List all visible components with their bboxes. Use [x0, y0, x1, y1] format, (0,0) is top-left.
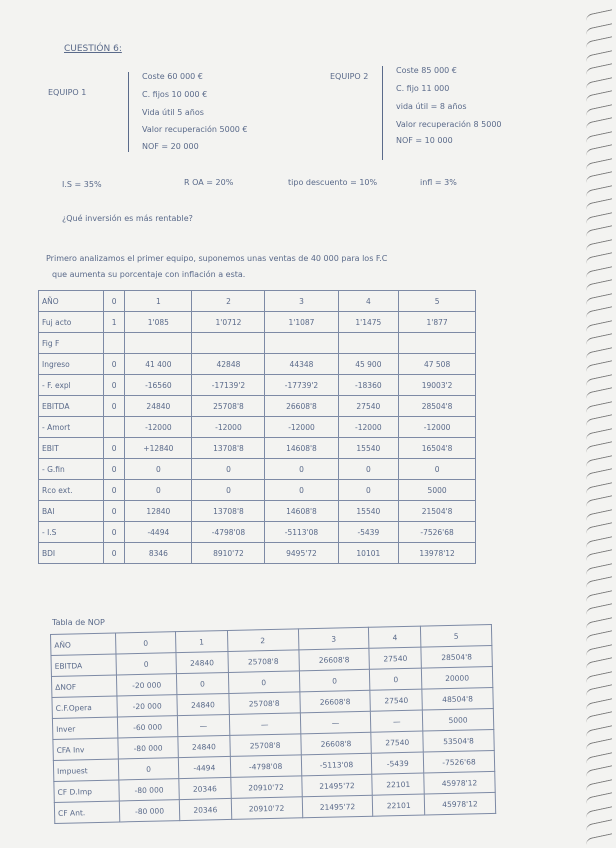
spiral-ring	[586, 536, 612, 548]
spiral-ring	[586, 779, 612, 791]
table-cell: 1	[104, 312, 125, 333]
equipo1-brace	[128, 72, 129, 152]
table-cell: 21495'72	[302, 795, 373, 818]
table-cell: 22101	[373, 794, 425, 816]
table-cell: -4494	[125, 522, 192, 543]
spiral-ring	[586, 50, 612, 62]
table-row	[39, 480, 476, 501]
spiral-ring	[586, 428, 612, 440]
equipo1-line: Vida útil 5 años	[142, 108, 204, 117]
column-header-year: 2	[192, 291, 265, 312]
row-label: EBITDA	[51, 654, 116, 676]
spiral-ring	[586, 401, 612, 413]
spiral-ring	[586, 482, 612, 494]
row-label: Fuj acto	[39, 312, 104, 333]
spiral-ring	[586, 252, 612, 264]
table-cell: —	[300, 711, 371, 734]
row-label: - G.fin	[39, 459, 104, 480]
table-cell: 22101	[372, 773, 424, 795]
row-label: - F. expl	[39, 375, 104, 396]
spiral-ring	[586, 239, 612, 251]
table-cell: 14608'8	[265, 501, 338, 522]
table-cell: 0	[104, 480, 125, 501]
table-cell: 21504'8	[399, 501, 476, 522]
table-cell: 15540	[338, 438, 399, 459]
table-cell: 13708'8	[192, 438, 265, 459]
table-cell: 0	[104, 522, 125, 543]
table-cell: 19003'2	[399, 375, 476, 396]
table-cell: -12000	[399, 417, 476, 438]
table-cell: 0	[228, 671, 299, 694]
table-cell: -12000	[265, 417, 338, 438]
table-row	[39, 543, 476, 564]
spiral-ring	[586, 522, 612, 534]
spiral-ring	[586, 563, 612, 575]
spiral-ring	[586, 833, 612, 845]
table-cell: 0	[399, 459, 476, 480]
table-cell: —	[229, 713, 300, 736]
table-cell: 44348	[265, 354, 338, 375]
table-row	[39, 396, 476, 417]
table-cell: 8910'72	[192, 543, 265, 564]
table-cell: 0	[299, 669, 370, 692]
spiral-ring	[586, 725, 612, 737]
table-cell: 9495'72	[265, 543, 338, 564]
table-cell	[192, 333, 265, 354]
table-cell: 0	[370, 668, 422, 690]
equipo1-line: Coste 60 000 €	[142, 72, 203, 81]
spiral-ring	[586, 9, 612, 21]
table-cell: +12840	[125, 438, 192, 459]
spiral-ring	[586, 549, 612, 561]
spiral-ring	[586, 77, 612, 89]
table-cell: -80 000	[118, 737, 179, 759]
table-row	[39, 333, 476, 354]
spiral-ring	[586, 590, 612, 602]
spiral-ring	[586, 333, 612, 345]
row-label: Rco ext.	[39, 480, 104, 501]
table-cell: -5439	[338, 522, 399, 543]
table-cell: 27540	[369, 647, 421, 669]
column-header-label: AÑO	[39, 291, 104, 312]
table-cell: 47 508	[399, 354, 476, 375]
table-cell: -5439	[372, 752, 424, 774]
question: ¿Qué inversión es más rentable?	[62, 214, 193, 223]
spiral-ring	[586, 293, 612, 305]
table-cell: 5000	[399, 480, 476, 501]
spiral-ring	[586, 36, 612, 48]
table-cell: 13708'8	[192, 501, 265, 522]
table-cell: -20 000	[117, 695, 178, 717]
spiral-ring	[586, 657, 612, 669]
table-cell: 12840	[125, 501, 192, 522]
table-cell: 0	[104, 396, 125, 417]
table-cell: 15540	[338, 501, 399, 522]
table-cell: -60 000	[117, 716, 178, 738]
spiral-ring	[586, 698, 612, 710]
spiral-ring	[586, 117, 612, 129]
spiral-ring	[586, 684, 612, 696]
table-cell: 26608'8	[265, 396, 338, 417]
table-cell	[125, 333, 192, 354]
row-label: BAI	[39, 501, 104, 522]
spiral-ring	[586, 806, 612, 818]
table-cell	[399, 333, 476, 354]
table-cell: 10101	[338, 543, 399, 564]
table-cell: 25708'8	[228, 650, 299, 673]
table-cell: 0	[338, 480, 399, 501]
spiral-ring	[586, 576, 612, 588]
spiral-ring	[586, 360, 612, 372]
table-cell: 0	[118, 758, 179, 780]
table-cell: 27540	[370, 689, 422, 711]
page-title: CUESTIÓN 6:	[64, 44, 122, 54]
spiral-ring	[586, 711, 612, 723]
row-label: BDI	[39, 543, 104, 564]
table-row	[39, 417, 476, 438]
equipo1-line: Valor recuperación 5000 €	[142, 125, 248, 134]
spiral-ring	[586, 617, 612, 629]
table-cell: -80 000	[119, 800, 180, 822]
spiral-ring	[586, 468, 612, 480]
table-cell: 25708'8	[192, 396, 265, 417]
table-row	[39, 312, 476, 333]
spiral-ring	[586, 738, 612, 750]
table-cell: -4494	[178, 756, 230, 778]
table-cell: -20 000	[116, 674, 177, 696]
table-row	[39, 354, 476, 375]
table-cell	[104, 417, 125, 438]
equipo2-line: Coste 85 000 €	[396, 66, 457, 75]
equipo2-line: C. fijo 11 000	[396, 84, 450, 93]
spiral-ring	[586, 171, 612, 183]
spiral-ring	[586, 104, 612, 116]
table-cell: -12000	[338, 417, 399, 438]
table-cell: 0	[192, 459, 265, 480]
spiral-ring	[586, 131, 612, 143]
column-header-year: 4	[338, 291, 399, 312]
table-cell: 1'0712	[192, 312, 265, 333]
table-cell: 1'1475	[338, 312, 399, 333]
table-cell: 5000	[422, 708, 493, 731]
column-header-year: 1	[176, 630, 228, 652]
table-cell: -17739'2	[265, 375, 338, 396]
spiral-ring	[586, 374, 612, 386]
column-header-year: 3	[298, 627, 369, 650]
table-cell	[338, 333, 399, 354]
spiral-ring	[586, 212, 612, 224]
param-is: I.S = 35%	[62, 180, 102, 189]
spiral-ring	[586, 347, 612, 359]
table-cell: 8346	[125, 543, 192, 564]
spiral-ring	[586, 630, 612, 642]
row-label: EBITDA	[39, 396, 104, 417]
table-cell: 0	[104, 375, 125, 396]
table-cell: 27540	[338, 396, 399, 417]
table-cell: 26608'8	[300, 732, 371, 755]
spiral-ring	[586, 495, 612, 507]
table-cell: 53504'8	[423, 729, 494, 752]
row-label: EBIT	[39, 438, 104, 459]
paragraph-line: Primero analizamos el primer equipo, suponemos unas ventas de 40 000 para los F.C	[46, 254, 388, 263]
table-cell: —	[177, 714, 229, 736]
spiral-ring	[586, 441, 612, 453]
table-cell: 25708'8	[229, 734, 300, 757]
table-cell: 28504'8	[399, 396, 476, 417]
table-cell: -12000	[125, 417, 192, 438]
spiral-ring	[586, 603, 612, 615]
equipo1-label: EQUIPO 1	[48, 88, 87, 97]
table-cell: 27540	[371, 731, 423, 753]
table-row	[39, 522, 476, 543]
column-header-year: 4	[369, 626, 421, 648]
table-cell: 0	[104, 354, 125, 375]
table-cell: 13978'12	[399, 543, 476, 564]
table-cell: 0	[125, 459, 192, 480]
table-cell: 1'085	[125, 312, 192, 333]
spiral-ring	[586, 671, 612, 683]
table-cell: 0	[192, 480, 265, 501]
table-cell: 0	[338, 459, 399, 480]
table-cell: 24840	[178, 735, 230, 757]
equipo1-line: NOF = 20 000	[142, 142, 199, 151]
spiral-ring	[586, 198, 612, 210]
table-cell: 24840	[176, 651, 228, 673]
table-cell: 0	[104, 543, 125, 564]
spiral-ring	[586, 765, 612, 777]
row-label: - I.S	[39, 522, 104, 543]
row-label: Inver	[52, 717, 117, 739]
table-cell: -5113'08	[301, 753, 372, 776]
table-cell: 14608'8	[265, 438, 338, 459]
spiral-ring	[586, 752, 612, 764]
spiral-ring	[586, 144, 612, 156]
table-cell: 20910'72	[231, 797, 302, 820]
table2-title: Tabla de NOP	[52, 618, 105, 627]
column-header-year: 5	[420, 624, 491, 647]
table-cell: 0	[265, 459, 338, 480]
param-roa: R OA = 20%	[184, 178, 234, 187]
paragraph-line: que aumenta su porcentaje con inflación a esta.	[52, 270, 246, 279]
table-cell: -12000	[192, 417, 265, 438]
column-header-year: 3	[265, 291, 338, 312]
spiral-ring	[586, 455, 612, 467]
spiral-ring	[586, 63, 612, 75]
column-header-year: 5	[399, 291, 476, 312]
table-cell: —	[371, 710, 423, 732]
spiral-ring	[586, 306, 612, 318]
column-header-year: 0	[115, 632, 176, 654]
table-cell: 20000	[421, 666, 492, 689]
spiral-ring	[586, 509, 612, 521]
table-cell	[104, 333, 125, 354]
table-row	[39, 375, 476, 396]
equipo2-brace	[382, 66, 383, 160]
table-cell: 20346	[179, 798, 231, 820]
spiral-ring	[586, 23, 612, 35]
row-label: C.F.Opera	[52, 696, 117, 718]
row-label: CF Ant.	[54, 801, 119, 823]
table-cell: -7526'68	[423, 750, 494, 773]
table-cell: -4798'08	[192, 522, 265, 543]
equipo1-line: C. fijos 10 000 €	[142, 90, 208, 99]
row-label: CF D.Imp	[54, 780, 119, 802]
table-cell: -16560	[125, 375, 192, 396]
table-header	[39, 291, 476, 312]
row-label: Fig F	[39, 333, 104, 354]
table-cell	[265, 333, 338, 354]
table-cell: 1'877	[399, 312, 476, 333]
table-cell: 25708'8	[228, 692, 299, 715]
row-label: Impuest	[53, 759, 118, 781]
spiral-ring	[586, 414, 612, 426]
table-cell: 26608'8	[299, 690, 370, 713]
param-discount: tipo descuento = 10%	[288, 178, 378, 187]
table-row	[39, 459, 476, 480]
table-cell: -80 000	[119, 779, 180, 801]
row-label: ΔNOF	[51, 675, 116, 697]
spiral-ring	[586, 225, 612, 237]
row-label: - Amort	[39, 417, 104, 438]
table-cell: 21495'72	[301, 774, 372, 797]
nop-table	[50, 624, 496, 824]
table-row	[39, 501, 476, 522]
column-header-year: 2	[227, 629, 298, 652]
table-cell: 0	[116, 653, 177, 675]
table-cell: 1'1087	[265, 312, 338, 333]
table-cell: 45 900	[338, 354, 399, 375]
row-label: Ingreso	[39, 354, 104, 375]
spiral-ring	[586, 158, 612, 170]
table-cell: 26608'8	[298, 648, 369, 671]
spiral-ring	[586, 279, 612, 291]
table-cell: 16504'8	[399, 438, 476, 459]
table-cell: 0	[125, 480, 192, 501]
param-inflation: infl = 3%	[420, 178, 457, 187]
table-cell: -4798'08	[230, 755, 301, 778]
table-cell: 0	[104, 459, 125, 480]
spiral-binding	[582, 0, 616, 848]
equipo2-line: vida útil = 8 años	[396, 102, 467, 111]
spiral-ring	[586, 644, 612, 656]
table-cell: 42848	[192, 354, 265, 375]
equipo2-line: Valor recuperación 8 5000	[396, 120, 502, 129]
table-cell: -5113'08	[265, 522, 338, 543]
table-cell: 41 400	[125, 354, 192, 375]
spiral-ring	[586, 387, 612, 399]
table-cell: -17139'2	[192, 375, 265, 396]
row-label: CFA Inv	[53, 738, 118, 760]
table-cell: 24840	[125, 396, 192, 417]
table-cell: 45978'12	[424, 771, 495, 794]
spiral-ring	[586, 819, 612, 831]
table-cell: -18360	[338, 375, 399, 396]
equipo2-label: EQUIPO 2	[330, 72, 369, 81]
table-cell: 45978'12	[424, 792, 495, 815]
table-cell: 0	[265, 480, 338, 501]
table-cell: 0	[104, 501, 125, 522]
table-cell: 24840	[177, 693, 229, 715]
table-cell: 28504'8	[421, 645, 492, 668]
table-cell: 20346	[179, 777, 231, 799]
equipo2-line: NOF = 10 000	[396, 136, 453, 145]
spiral-ring	[586, 320, 612, 332]
spiral-ring	[586, 90, 612, 102]
table-cell: 0	[176, 672, 228, 694]
table-cell: 0	[104, 438, 125, 459]
table-row	[39, 438, 476, 459]
cash-flow-table	[38, 290, 476, 564]
column-header-label: AÑO	[51, 633, 116, 655]
spiral-ring	[586, 266, 612, 278]
spiral-ring	[586, 792, 612, 804]
table-cell: 20910'72	[230, 776, 301, 799]
table-cell: 48504'8	[422, 687, 493, 710]
column-header-year: 1	[125, 291, 192, 312]
column-header-year: 0	[104, 291, 125, 312]
table-cell: -7526'68	[399, 522, 476, 543]
spiral-ring	[586, 185, 612, 197]
